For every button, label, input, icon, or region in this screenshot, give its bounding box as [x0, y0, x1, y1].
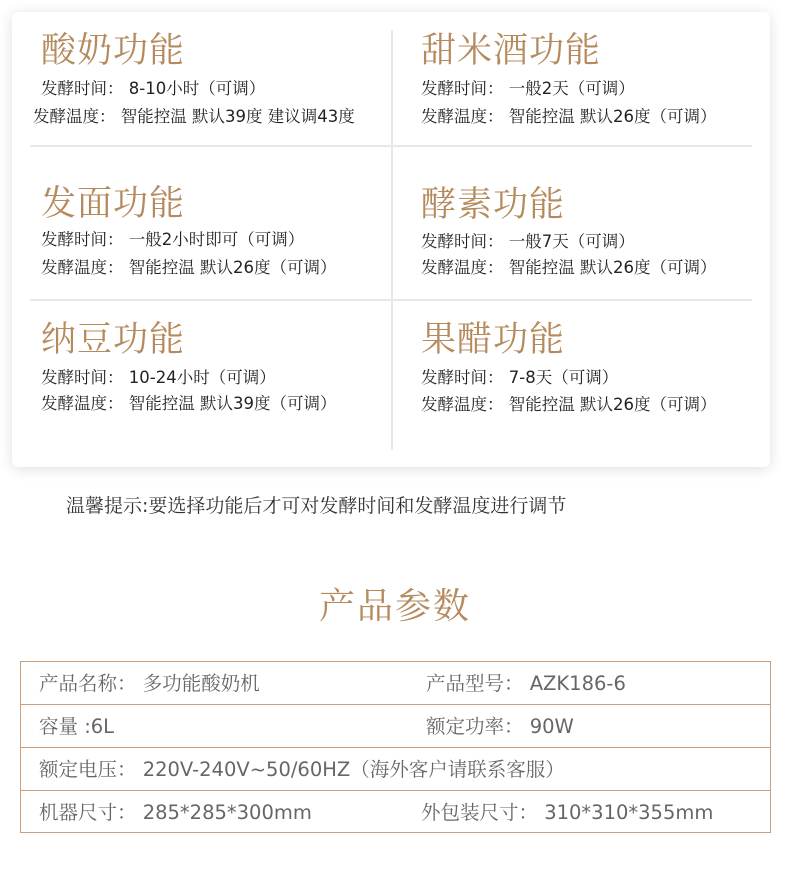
fermentation-temperature: 发酵温度： 智能控温 默认39度 建议调43度 [33, 107, 355, 126]
function-title: 甜米酒功能 [421, 31, 602, 71]
fermentation-time: 发酵时间： 7-8天（可调） [421, 368, 619, 387]
function-dough [12, 164, 391, 314]
spec-row [21, 662, 770, 705]
fermentation-temperature: 发酵温度： 智能控温 默认39度（可调） [41, 394, 337, 413]
function-card [12, 12, 770, 467]
function-enzyme [393, 164, 772, 314]
function-title: 酵素功能 [421, 185, 566, 225]
spec-row [21, 748, 770, 791]
fermentation-temperature: 发酵温度： 智能控温 默认26度（可调） [41, 258, 337, 277]
fermentation-temperature: 发酵温度： 智能控温 默认26度（可调） [421, 258, 717, 277]
tip-text: 温馨提示:要选择功能后才可对发酵时间和发酵温度进行调节 [66, 495, 567, 517]
function-rice-wine [393, 12, 772, 162]
function-fruit-vinegar [393, 304, 772, 454]
fermentation-time: 发酵时间： 一般2小时即可（可调） [41, 230, 305, 249]
spec-product-model: 产品型号： AZK186-6 [426, 672, 626, 695]
fermentation-time: 发酵时间： 10-24小时（可调） [41, 368, 276, 387]
spec-row [21, 705, 770, 748]
fermentation-time: 发酵时间： 一般2天（可调） [421, 79, 635, 98]
spec-package-size: 外包装尺寸： 310*310*355mm [421, 801, 714, 824]
fermentation-temperature: 发酵温度： 智能控温 默认26度（可调） [421, 107, 717, 126]
fermentation-time: 发酵时间： 一般7天（可调） [421, 232, 635, 251]
fermentation-temperature: 发酵温度： 智能控温 默认26度（可调） [421, 395, 717, 414]
spec-capacity: 容量 :6L [39, 715, 115, 738]
spec-rated-power: 额定功率： 90W [426, 715, 574, 738]
function-title: 酸奶功能 [41, 31, 186, 71]
spec-machine-size: 机器尺寸： 285*285*300mm [39, 801, 312, 824]
function-title: 发面功能 [41, 184, 186, 224]
spec-product-name: 产品名称： 多功能酸奶机 [39, 672, 260, 695]
function-yogurt [12, 12, 391, 162]
function-title: 纳豆功能 [41, 320, 186, 360]
spec-rated-voltage: 额定电压： 220V-240V~50/60HZ（海外客户请联系客服） [39, 758, 565, 781]
spec-row [21, 791, 770, 834]
function-title: 果醋功能 [421, 320, 566, 360]
fermentation-time: 发酵时间： 8-10小时（可调） [41, 79, 266, 98]
function-natto [12, 304, 391, 454]
horizontal-divider [30, 299, 752, 301]
vertical-divider [391, 30, 393, 450]
horizontal-divider [30, 145, 752, 147]
section-title: 产品参数 [318, 586, 471, 627]
spec-table [20, 661, 771, 833]
